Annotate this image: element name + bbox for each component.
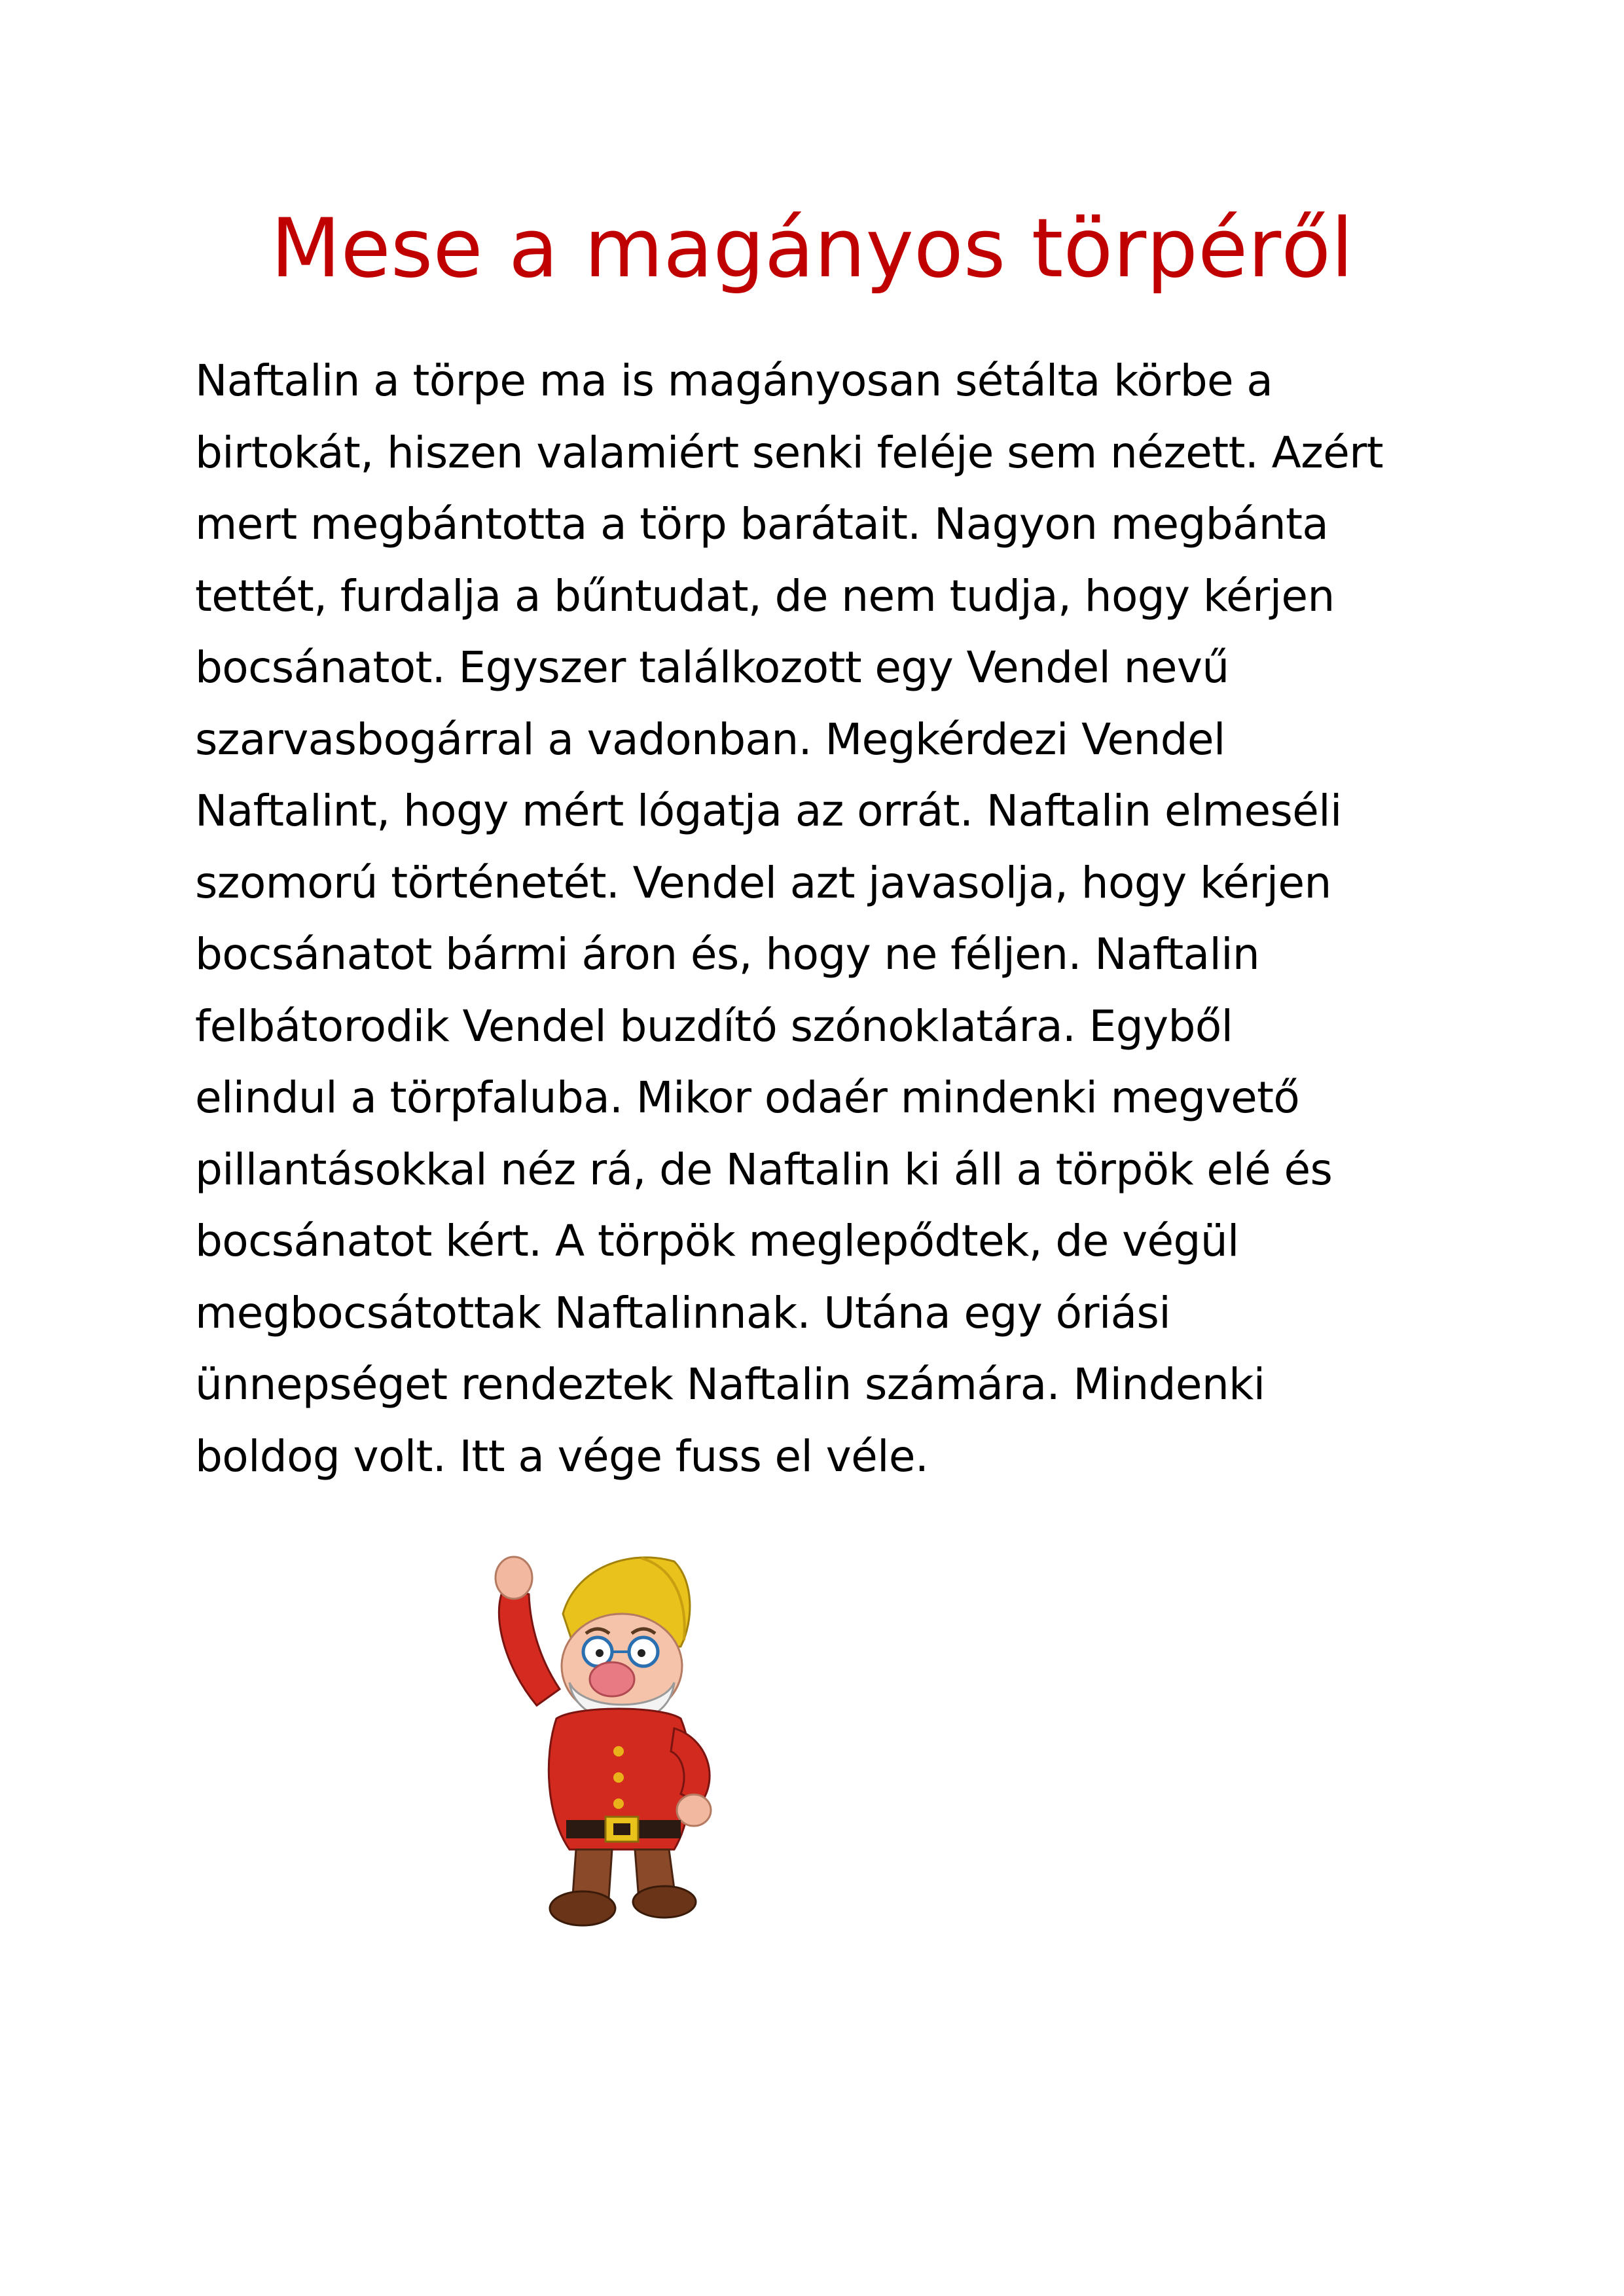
- story-line: bocsánatot bármi áron és, hogy ne féljen. Naftalin: [195, 929, 1260, 979]
- story-line: Naftalin a törpe ma is magányosan sétálta körbe a: [195, 355, 1273, 406]
- story-line: szarvasbogárral a vadonban. Megkérdezi Vendel: [195, 714, 1225, 765]
- story-line: bocsánatot kért. A törpök meglepődtek, de végül: [195, 1216, 1239, 1266]
- page-title: Mese a magányos törpéről: [270, 202, 1354, 296]
- story-line: pillantásokkal néz rá, de Naftalin ki áll a törpök elé és: [195, 1144, 1333, 1195]
- story-line: birtokát, hiszen valamiért senki feléje sem nézett. Azért: [195, 427, 1384, 478]
- story-line: elindul a törpfaluba. Mikor odaér mindenki megvető: [195, 1072, 1300, 1123]
- story-line: megbocsátottak Naftalinnak. Utána egy óriási: [195, 1287, 1171, 1338]
- story-line: Naftalint, hogy mért lógatja az orrát. Naftalin elmeséli: [195, 786, 1342, 836]
- dwarf-illustration-icon: [478, 1542, 753, 1935]
- story-line: boldog volt. Itt a vége fuss el véle.: [195, 1430, 929, 1482]
- story-line: tettét, furdalja a bűntudat, de nem tudja, hogy kérjen: [195, 570, 1335, 621]
- story-line: bocsánatot. Egyszer találkozott egy Vendel nevű: [195, 642, 1229, 693]
- story-line: szomorú történetét. Vendel azt javasolja, hogy kérjen: [195, 857, 1331, 908]
- story-paragraph: [195, 345, 1439, 1492]
- story-line: felbátorodik Vendel buzdító szónoklatára. Egyből: [195, 1000, 1233, 1051]
- story-line: mert megbántotta a törp barátait. Nagyon megbánta: [195, 499, 1329, 549]
- story-line: ünnepséget rendeztek Naftalin számára. Mindenki: [195, 1359, 1265, 1410]
